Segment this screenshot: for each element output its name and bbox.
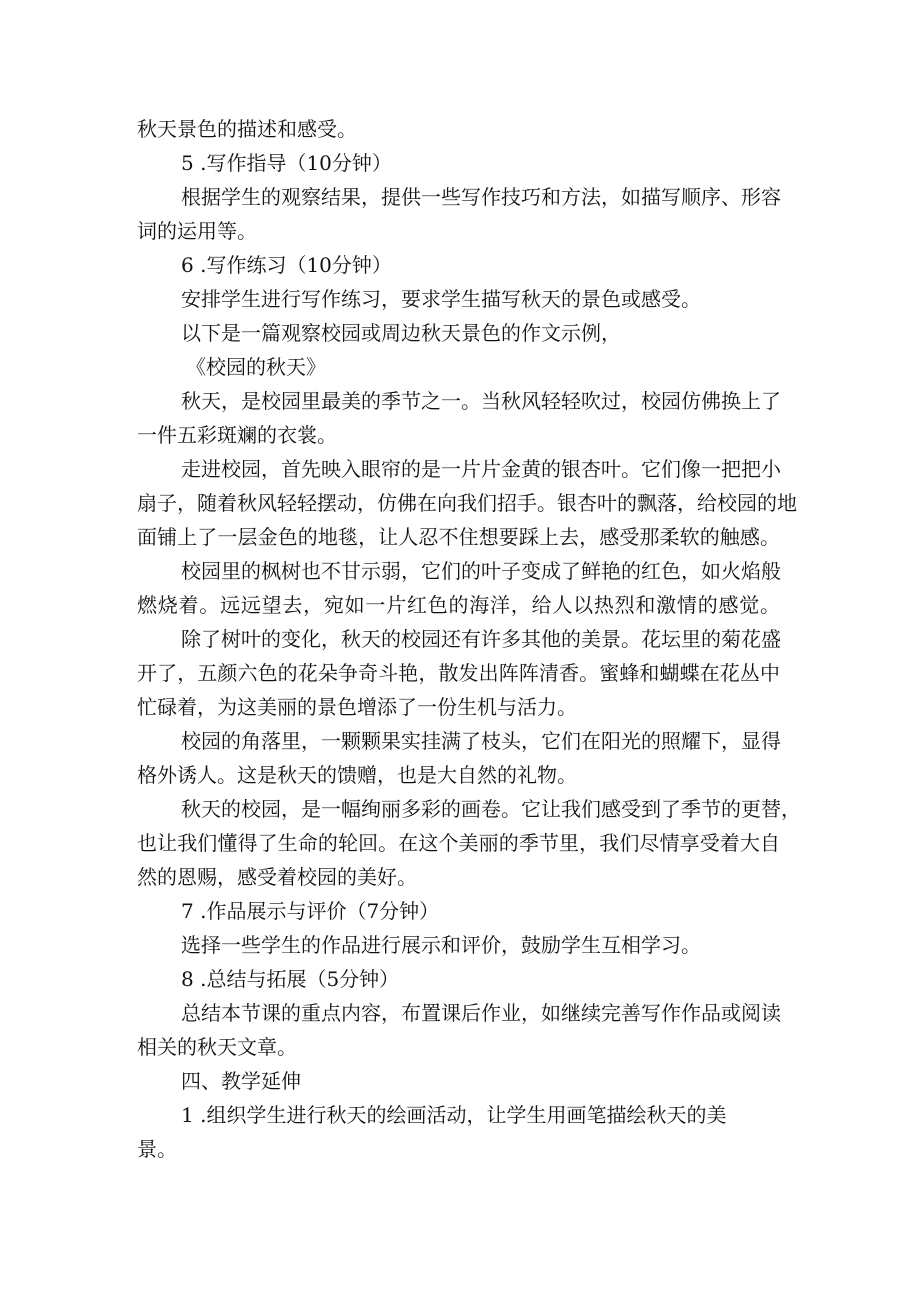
text-line: 选择一些学生的作品进行展示和评价，鼓励学生互相学习。 bbox=[181, 933, 701, 957]
text-line: 一件五彩斑斓的衣裳。 bbox=[137, 423, 337, 447]
section-heading-6: 6 .写作练习（10分钟） bbox=[181, 253, 392, 277]
text-line: 景。 bbox=[137, 1137, 177, 1161]
text-line: 走进校园，首先映入眼帘的是一片片金黄的银杏叶。它们像一把把小 bbox=[181, 457, 781, 481]
list-item-1: 1 .组织学生进行秋天的绘画活动，让学生用画笔描绘秋天的美 bbox=[181, 1103, 727, 1127]
text-line: 面铺上了一层金色的地毯，让人忍不住想要踩上去，感受那柔软的触感。 bbox=[137, 525, 780, 549]
text-line: 格外诱人。这是秋天的馈赠，也是大自然的礼物。 bbox=[137, 763, 577, 787]
section-heading-5: 5 .写作指导（10分钟） bbox=[181, 151, 392, 175]
text-line: 也让我们懂得了生命的轮回。在这个美丽的季节里，我们尽情享受着大自 bbox=[137, 831, 780, 855]
text-line: 总结本节课的重点内容，布置课后作业，如继续完善写作作品或阅读 bbox=[181, 1001, 781, 1025]
text-line: 开了，五颜六色的花朵争奇斗艳，散发出阵阵清香。蜜蜂和蝴蝶在花丛中 bbox=[137, 661, 780, 685]
text-line: 扇子，随着秋风轻轻摆动，仿佛在向我们招手。银杏叶的飘落，给校园的地 bbox=[137, 491, 797, 515]
text-line: 以下是一篇观察校园或周边秋天景色的作文示例， bbox=[181, 321, 621, 345]
chapter-heading: 四、教学延伸 bbox=[181, 1069, 301, 1093]
essay-title: 《校园的秋天》 bbox=[186, 355, 326, 379]
text-line: 忙碌着，为这美丽的景色增添了一份生机与活力。 bbox=[137, 695, 577, 719]
text-line: 秋天景色的描述和感受。 bbox=[137, 117, 357, 141]
text-line: 根据学生的观察结果，提供一些写作技巧和方法，如描写顺序、形容 bbox=[181, 185, 781, 209]
text-line: 除了树叶的变化，秋天的校园还有许多其他的美景。花坛里的菊花盛 bbox=[181, 627, 781, 651]
text-line: 校园的角落里，一颗颗果实挂满了枝头，它们在阳光的照耀下，显得 bbox=[181, 729, 781, 753]
text-line: 词的运用等。 bbox=[137, 219, 257, 243]
text-line: 然的恩赐，感受着校园的美好。 bbox=[137, 865, 417, 889]
text-line: 秋天，是校园里最美的季节之一。当秋风轻轻吹过，校园仿佛换上了 bbox=[181, 389, 781, 413]
section-heading-8: 8 .总结与拓展（5分钟） bbox=[181, 967, 400, 991]
section-heading-7: 7 .作品展示与评价（7分钟） bbox=[181, 899, 440, 923]
text-line: 相关的秋天文章。 bbox=[137, 1035, 297, 1059]
text-line: 秋天的校园，是一幅绚丽多彩的画卷。它让我们感受到了季节的更替， bbox=[181, 797, 801, 821]
text-line: 燃烧着。远远望去，宛如一片红色的海洋，给人以热烈和激情的感觉。 bbox=[137, 593, 780, 617]
text-line: 安排学生进行写作练习，要求学生描写秋天的景色或感受。 bbox=[181, 287, 701, 311]
text-line: 校园里的枫树也不甘示弱，它们的叶子变成了鲜艳的红色，如火焰般 bbox=[181, 559, 781, 583]
